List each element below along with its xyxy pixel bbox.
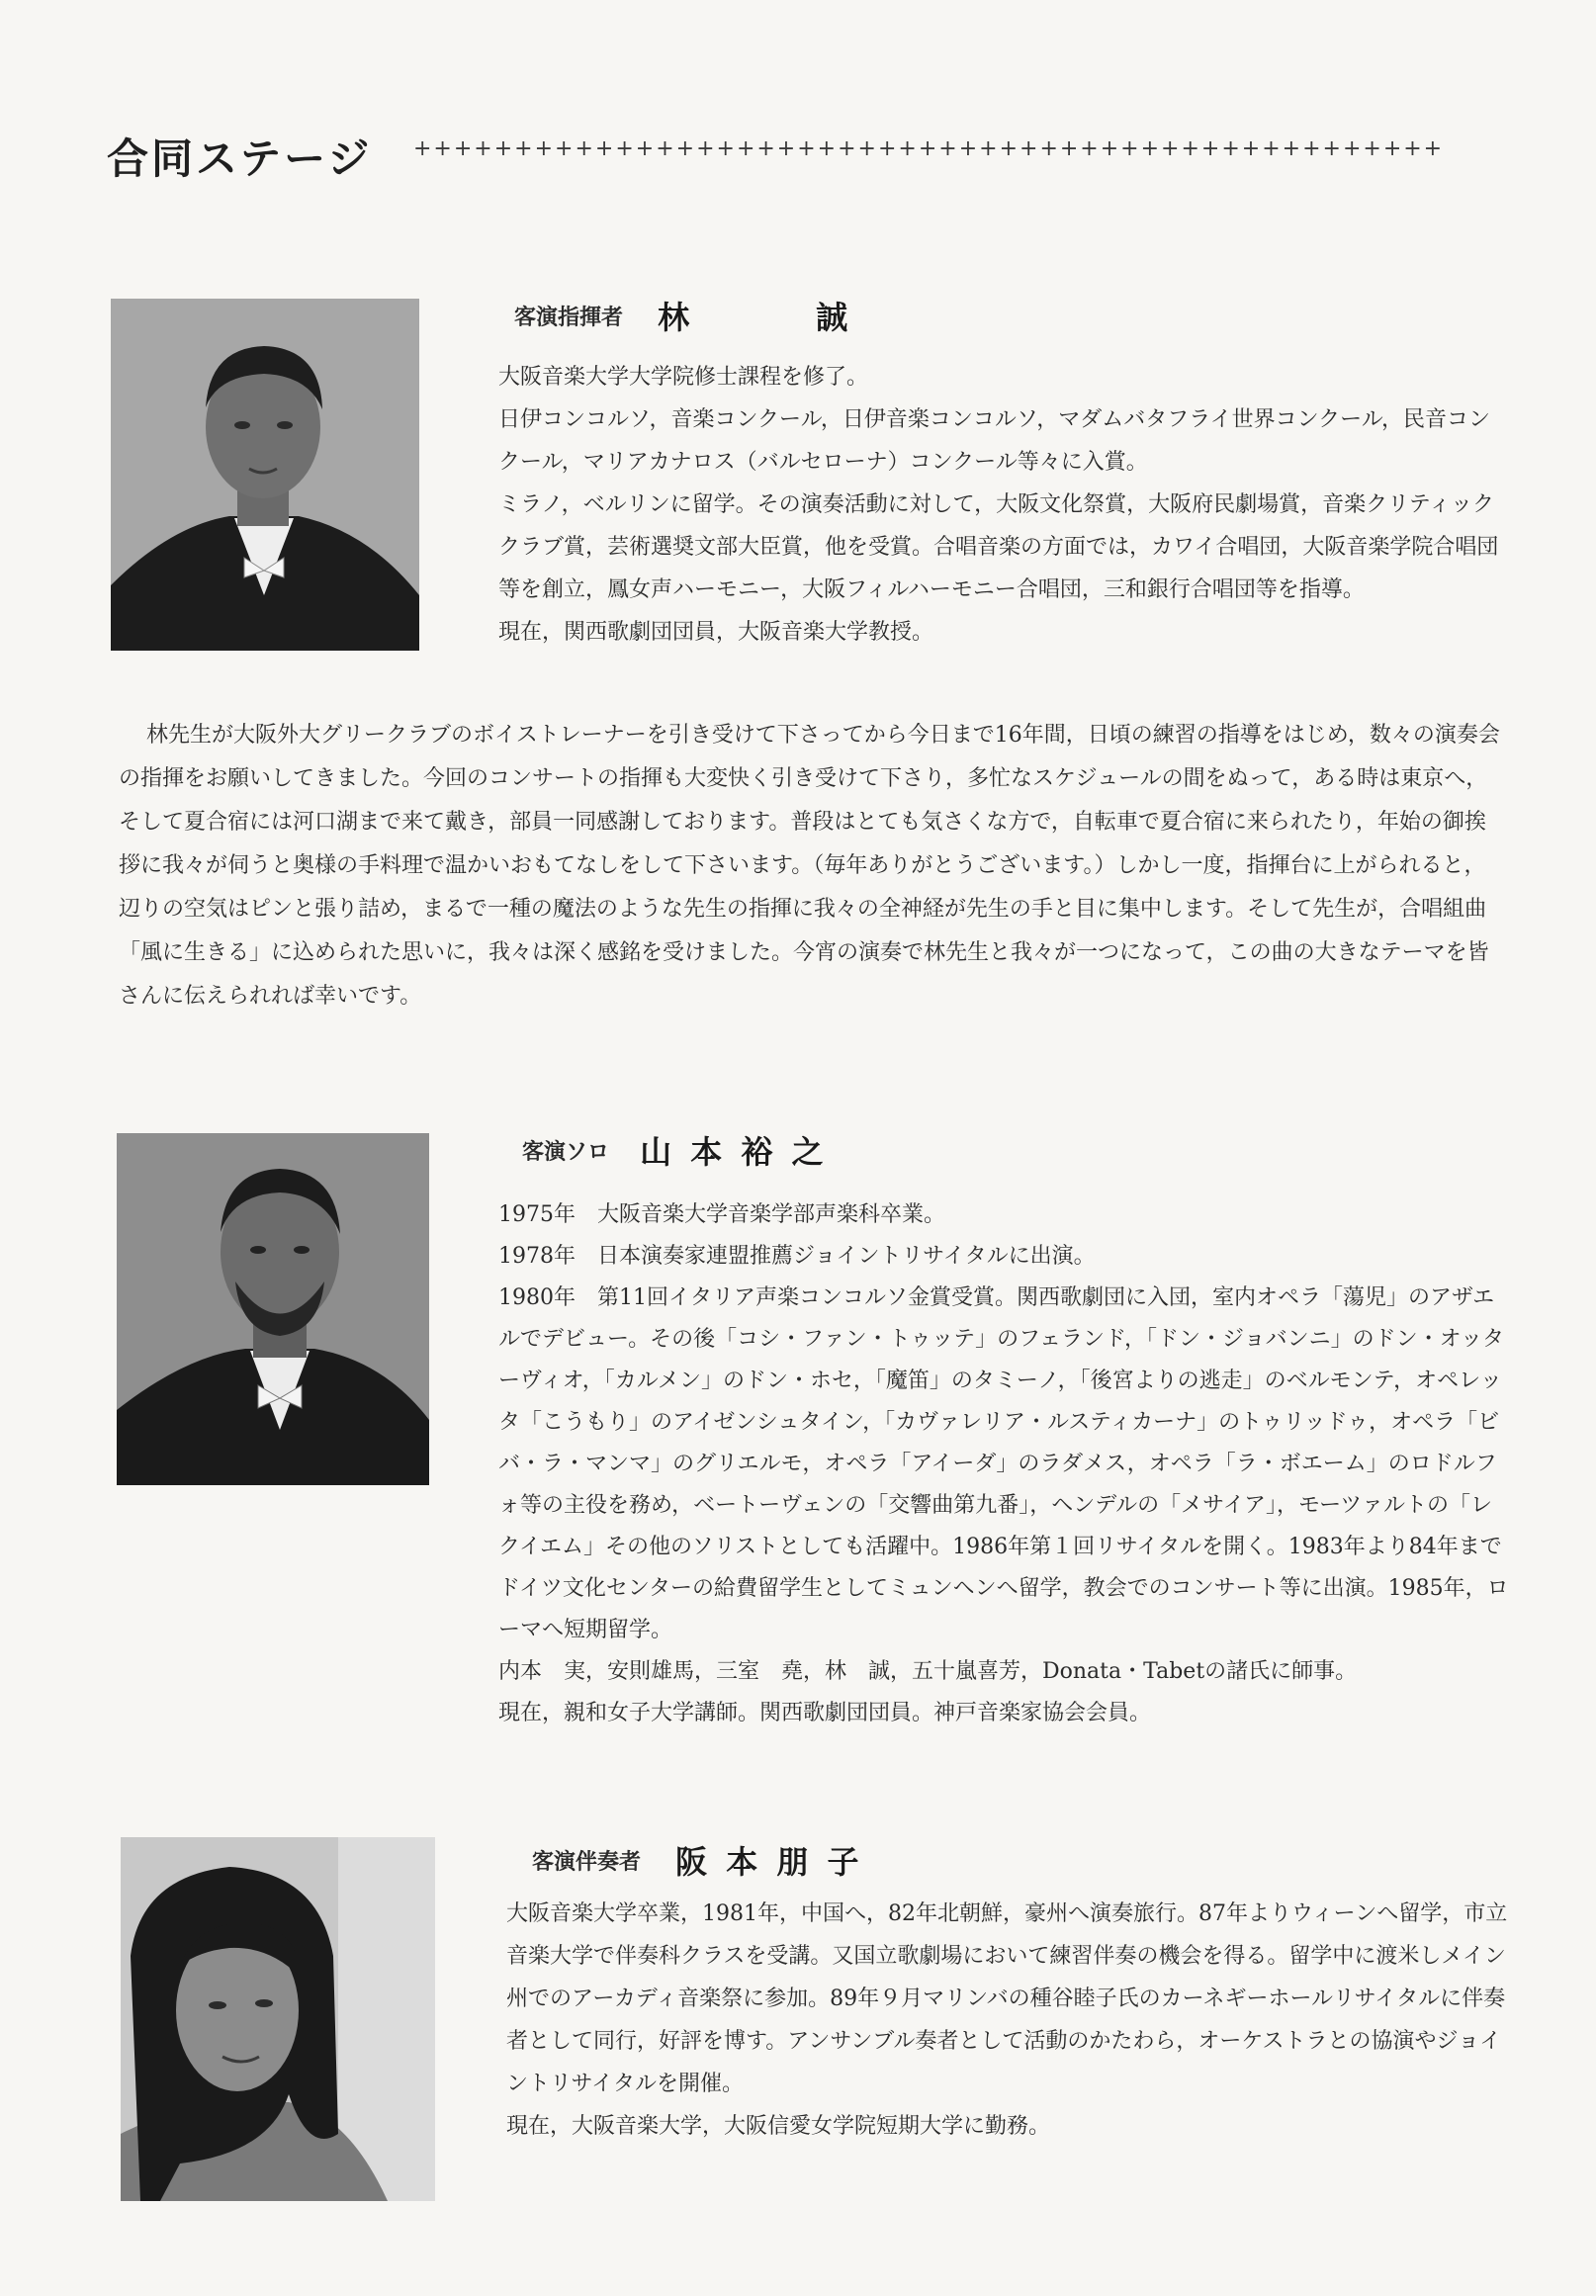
conductor-name: 林 誠 bbox=[658, 299, 848, 336]
conductor-bio-line: 大阪音楽大学大学院修士課程を修了。 bbox=[498, 365, 869, 390]
soloist-portrait-photo-icon bbox=[117, 1133, 429, 1485]
soloist-bio bbox=[498, 1194, 1513, 1734]
accompanist-portrait-photo-icon bbox=[121, 1837, 435, 2201]
tribute-paragraph: 林先生が大阪外大グリークラブのボイストレーナーを引き受けて下さってから今日まで16年間，日頃の練習の指導をはじめ，数々の演奏会の指揮をお願いしてきました。今回のコンサートの指揮も大変快く引き受けて下さり，多忙なスケジュールの間をぬって，ある時は東京へ，そして夏合宿には河口湖まで来て戴き，部員一同感謝しております。普段はとても気さくな方で，自転車で夏合宿に来られたり，年始の御挨拶に我々が伺うと奥様の手料理で温かいおもてなしをして下さいます。（毎年ありがとうございます。）しかし一度，指揮台に上がられると，辺りの空気はピンと張り詰め，まるで一種の魔法のような先生の指揮に我々の全神経が先生の手と目に集中します。そして先生が，合唱組曲「風に生きる」に込められた思いに，我々は深く感銘を受けました。今宵の演奏で林先生と我々が一つになって，この曲の大きなテーマを皆さんに伝えられれば幸いです。 bbox=[119, 723, 1500, 1009]
accompanist-name: 阪 本 朋 子 bbox=[675, 1843, 863, 1881]
accompanist-heading bbox=[532, 1837, 863, 1883]
conductor-photo bbox=[111, 299, 419, 651]
conductor-role: 客演指揮者 bbox=[514, 305, 624, 330]
conductor-bio-line: ミラノ，ベルリンに留学。その演奏活動に対して，大阪文化祭賞，大阪府民劇場賞，音楽クリティッククラブ賞，芸術選奨文部大臣賞，他を受賞。合唱音楽の方面では，カワイ合唱団，大阪音楽学院合唱団等を創立，鳳女声ハーモニー，大阪フィルハーモニー合唱団，三和銀行合唱団等を指導。 bbox=[498, 492, 1499, 602]
conductor-bio-line: 現在，関西歌劇団団員，大阪音楽大学教授。 bbox=[498, 620, 934, 645]
accompanist-bio bbox=[506, 1893, 1521, 2148]
stage-title: 合同ステージ bbox=[107, 134, 373, 183]
conductor-heading bbox=[514, 293, 847, 338]
conductor-bio-line: 日伊コンコルソ，音楽コンクール，日伊音楽コンコルソ，マダムバタフライ世界コンクール，民音コンクール，マリアカナロス（バルセローナ）コンクール等々に入賞。 bbox=[498, 407, 1490, 475]
accompanist-bio-line: 現在，大阪音楽大学，大阪信愛女学院短期大学に勤務。 bbox=[506, 2114, 1051, 2139]
soloist-heading bbox=[522, 1127, 828, 1173]
soloist-bio-line: 現在，親和女子大学講師。関西歌劇団団員。神戸音楽家協会会員。 bbox=[498, 1701, 1152, 1725]
soloist-role: 客演ソロ bbox=[522, 1139, 610, 1165]
accompanist-role: 客演伴奏者 bbox=[532, 1849, 642, 1875]
soloist-bio-line: 内本 実，安則雄馬，三室 堯，林 誠，五十嵐喜芳，Donata・Tabetの諸氏に師事。 bbox=[498, 1659, 1358, 1684]
stage-header bbox=[107, 127, 1511, 190]
conductor-bio bbox=[498, 356, 1503, 654]
accompanist-photo bbox=[121, 1837, 435, 2201]
soloist-photo bbox=[117, 1133, 429, 1485]
soloist-bio-line: 1980年 第11回イタリア声楽コンコルソ金賞受賞。関西歌劇団に入団，室内オペラ「蕩児」のアザエルでデビュー。その後「コシ・ファン・トゥッテ」のフェランド，「ドン・ジョバンニ」のドン・オッターヴィオ，「カルメン」のドン・ホセ，「魔笛」のタミーノ，「後宮よりの逃走」のベルモンテ，オペレッタ「こうもり」のアイゼンシュタイン，「カヴァレリア・ルスティカーナ」のトゥリッドゥ，オペラ「ビバ・ラ・マンマ」のグリエルモ，オペラ「アイーダ」のラダメス，オペラ「ラ・ボエーム」のロドルフォ等の主役を務め，ベートーヴェンの「交響曲第九番」，ヘンデルの「メサイア」，モーツァルトの「レクイエム」その他のソリストとしても活躍中。1986年第１回リサイタルを開く。1983年より84年までドイツ文化センターの給費留学生としてミュンヘンへ留学，教会でのコンサート等に出演。1985年，ローマへ短期留学。 bbox=[498, 1285, 1509, 1642]
accompanist-bio-line: 大阪音楽大学卒業，1981年，中国へ，82年北朝鮮，豪州へ演奏旅行。87年よりウィーンへ留学，市立音楽大学で伴奏科クラスを受講。又国立歌劇場において練習伴奏の機会を得る。留学中に渡米しメイン州でのアーカディ音楽祭に参加。89年９月マリンバの種谷睦子氏のカーネギーホールリサイタルに伴奏者として同行，好評を博す。アンサンブル奏者として活動のかたわら，オーケストラとの協演やジョイントリサイタルを開催。 bbox=[506, 1901, 1508, 2096]
soloist-bio-line: 1978年 日本演奏家連盟推薦ジョイントリサイタルに出演。 bbox=[498, 1244, 1096, 1269]
conductor-portrait-photo-icon bbox=[111, 299, 419, 651]
decorative-plus-rule: +++++++++++++++++++++++++++++++++++++++++++++++++++ bbox=[413, 136, 1445, 161]
soloist-bio-line: 1975年 大阪音楽大学音楽学部声楽科卒業。 bbox=[498, 1202, 945, 1227]
soloist-name: 山 本 裕 之 bbox=[640, 1133, 828, 1171]
